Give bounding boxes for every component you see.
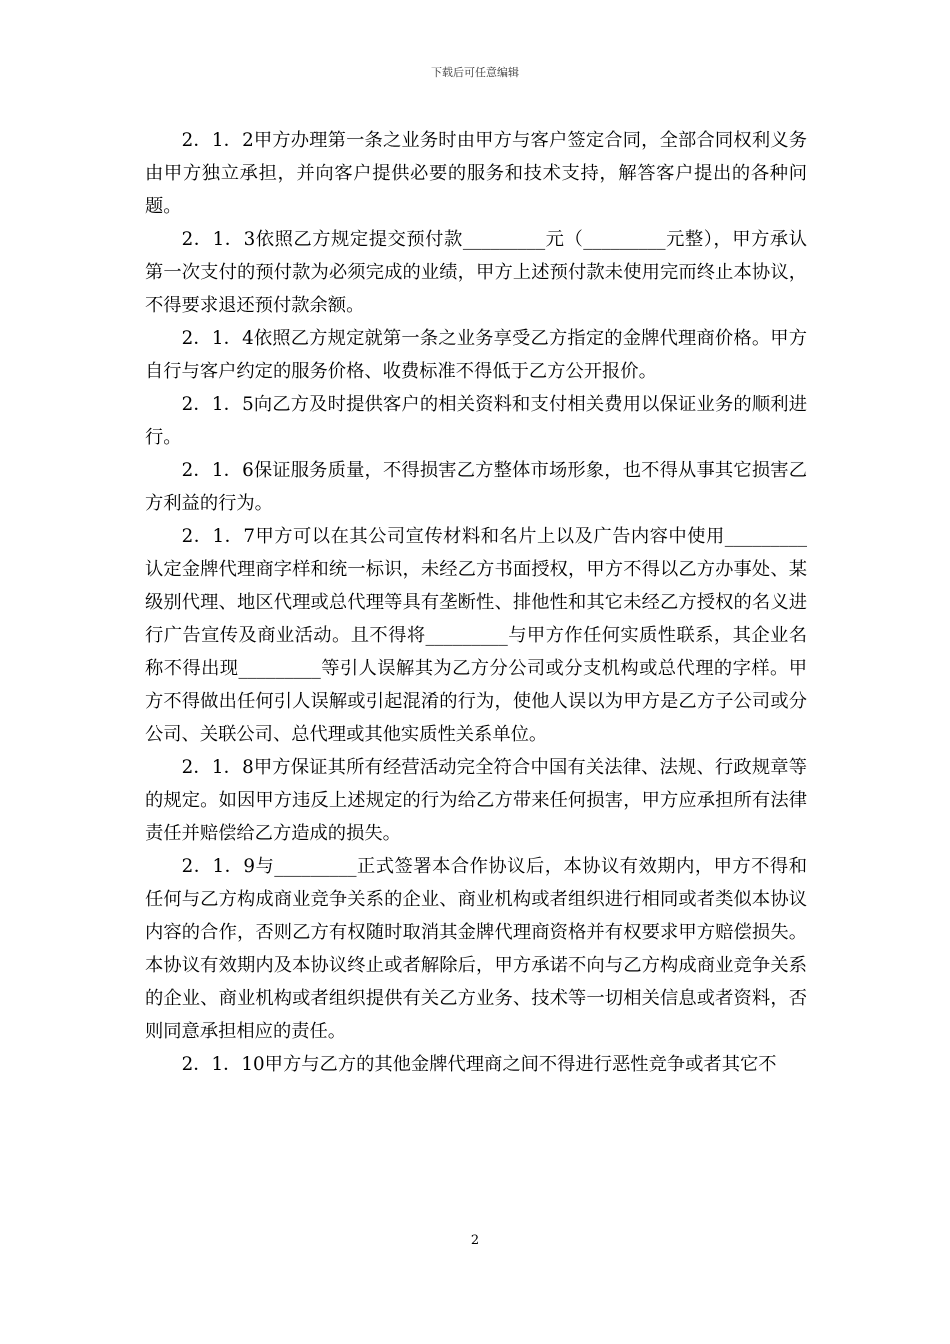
clause-2-1-9: 2．1．9与_________正式签署本合作协议后，本协议有效期内，甲方不得和任何与乙方构成商业竞争关系的企业、商业机构或者组织进行相同或者类似本协议内容的合作，否则乙方有权随时取消其金牌代理商资格并有权要求甲方赔偿损失。本协议有效期内及本协议终止或者解除后，甲方承诺不向与乙方构成商业竞争关系的企业、商业机构或者组织提供有关乙方业务、技术等一切相关信息或者资料，否则同意承担相应的责任。 [145, 856, 807, 1042]
page-number: 2 [470, 1233, 480, 1248]
clause-2-1-2: 2．1．2甲方办理第一条之业务时由甲方与客户签定合同，全部合同权利义务由甲方独立承担，并向客户提供必要的服务和技术支持，解答客户提出的各种问题。 [145, 130, 807, 217]
clause-2-1-4: 2．1．4依照乙方规定就第一条之业务享受乙方指定的金牌代理商价格。甲方自行与客户约定的服务价格、收费标准不得低于乙方公开报价。 [145, 328, 807, 382]
clause-2-1-6: 2．1．6保证服务质量，不得损害乙方整体市场形象，也不得从事其它损害乙方利益的行为。 [145, 460, 807, 514]
clause-2-1-7: 2．1．7甲方可以在其公司宣传材料和名片上以及广告内容中使用_________认定金牌代理商字样和统一标识，未经乙方书面授权，甲方不得以乙方办事处、某级别代理、地区代理或总代理等具有垄断性、排他性和其它未经乙方授权的名义进行广告宣传及商业活动。且不得将_________与甲方作任何实质性联系，其企业名称不得出现_________等引人误解其为乙方分公司或分支机构或总代理的字样。甲方不得做出任何引人误解或引起混淆的行为，使他人误以为甲方是乙方子公司或分公司、关联公司、总代理或其他实质性关系单位。 [145, 526, 807, 745]
clause-2-1-10: 2．1．10甲方与乙方的其他金牌代理商之间不得进行恶性竞争或者其它不 [181, 1054, 777, 1075]
document-body [145, 124, 807, 1081]
clause-2-1-8: 2．1．8甲方保证其所有经营活动完全符合中国有关法律、法规、行政规章等的规定。如因甲方违反上述规定的行为给乙方带来任何损害，甲方应承担所有法律责任并赔偿给乙方造成的损失。 [145, 757, 807, 844]
page-header: 下载后可任意编辑 [431, 66, 519, 79]
clause-2-1-5: 2．1．5向乙方及时提供客户的相关资料和支付相关费用以保证业务的顺利进行。 [145, 394, 807, 448]
clause-2-1-3: 2．1．3依照乙方规定提交预付款_________元（_________元整），甲方承认第一次支付的预付款为必须完成的业绩，甲方上述预付款未使用完而终止本协议，不得要求退还预付款余额。 [145, 229, 807, 316]
